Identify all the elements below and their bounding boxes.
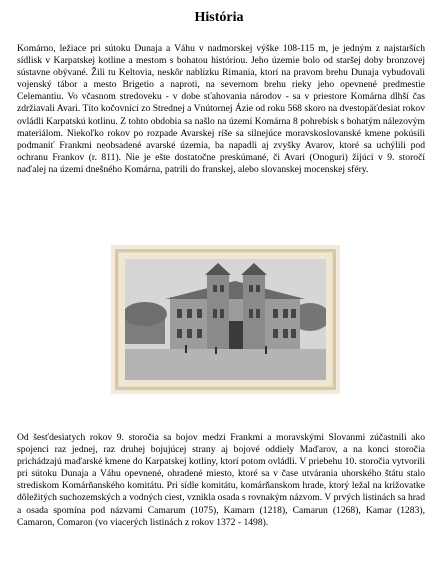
history-paragraph-1: Komárno, ležiace pri sútoku Dunaja a Váhu v nadmorskej výške 108-115 m, je jedným z najstarších sídlisk v Karpatskej kotline a mestom s bohatou históriou. Jeho územie bolo od staršej doby bronzovej sústavne obývané. Žili tu Keltovia, neskôr nablízku Rimania, ktorí na pravom brehu Dunaja vybudovali vojenský tábor a mesto Brigetio a naproti, na severnom brehu rieky jeho opevnené predmestie Celemantiu. Vo včasnom stredoveku - v dobe sťahovania národov - sa v priestore Komárna dlhší čas zdržiavali Avari. Títo kočovníci zo Strednej a Vnútornej Ázie od roku 568 skoro na dvestopäťdesiat rokov ovládli Karpatskú kotlinu. Z tohto obdobia sa našlo na území Komárna 8 pohrebísk s bohatým nálezovým materiálom. Niekoľko rokov po rozpade Avarskej ríše sa silnejúce moravskoslovanské kmene pokúsili podmaniť Frankmi neobsadené avarské územia, ba napadli aj zvyšky Avarov, ktoré sa uchýlili pod ochranu Frankov (r. 811). Nie je ešte dostatočne preskúmané, či Avari (Onoguri) žijúci v 9. storočí naďalej na území dnešného Komárna, patrili do franskej, alebo slovanskej mocenskej sféry. [17, 43, 425, 175]
page-title: História [194, 10, 244, 25]
building-illustration [125, 259, 326, 380]
photo-frame [115, 249, 336, 390]
history-paragraph-2: Od šesťdesiatych rokov 9. storočia sa bojov medzi Frankmi a moravskými Slovanmi zúčastnili ako spojenci raz jednej, raz druhej bojujúcej strany aj bojové oddiely Maďarov, a na konci storočia prichádzajú maďarské kmene do Karpatskej kotliny, ktorí potom ovládli. V priebehu 10. storočia vytvorili pri sútoku Dunaja a Váhu opevnené, ohradené miesto, ktoré sa v čase utvárania uhorského štátu stalo strediskom Komárňanského komitátu. Pri sídle komitátu, komárňanskom hrade, ktorý ležal na križovatke dôležitých suchozemských a vodných ciest, vznikla osada s rovnakým názvom. V prvých listinách sa hrad a osada spomína pod názvami Camarum (1075), Kamarn (1218), Camarun (1268), Kamar (1283), Camaron, Comaron (vo viacerých listinách z rokov 1372 - 1498). [17, 432, 425, 528]
historic-building-photo [125, 259, 326, 380]
